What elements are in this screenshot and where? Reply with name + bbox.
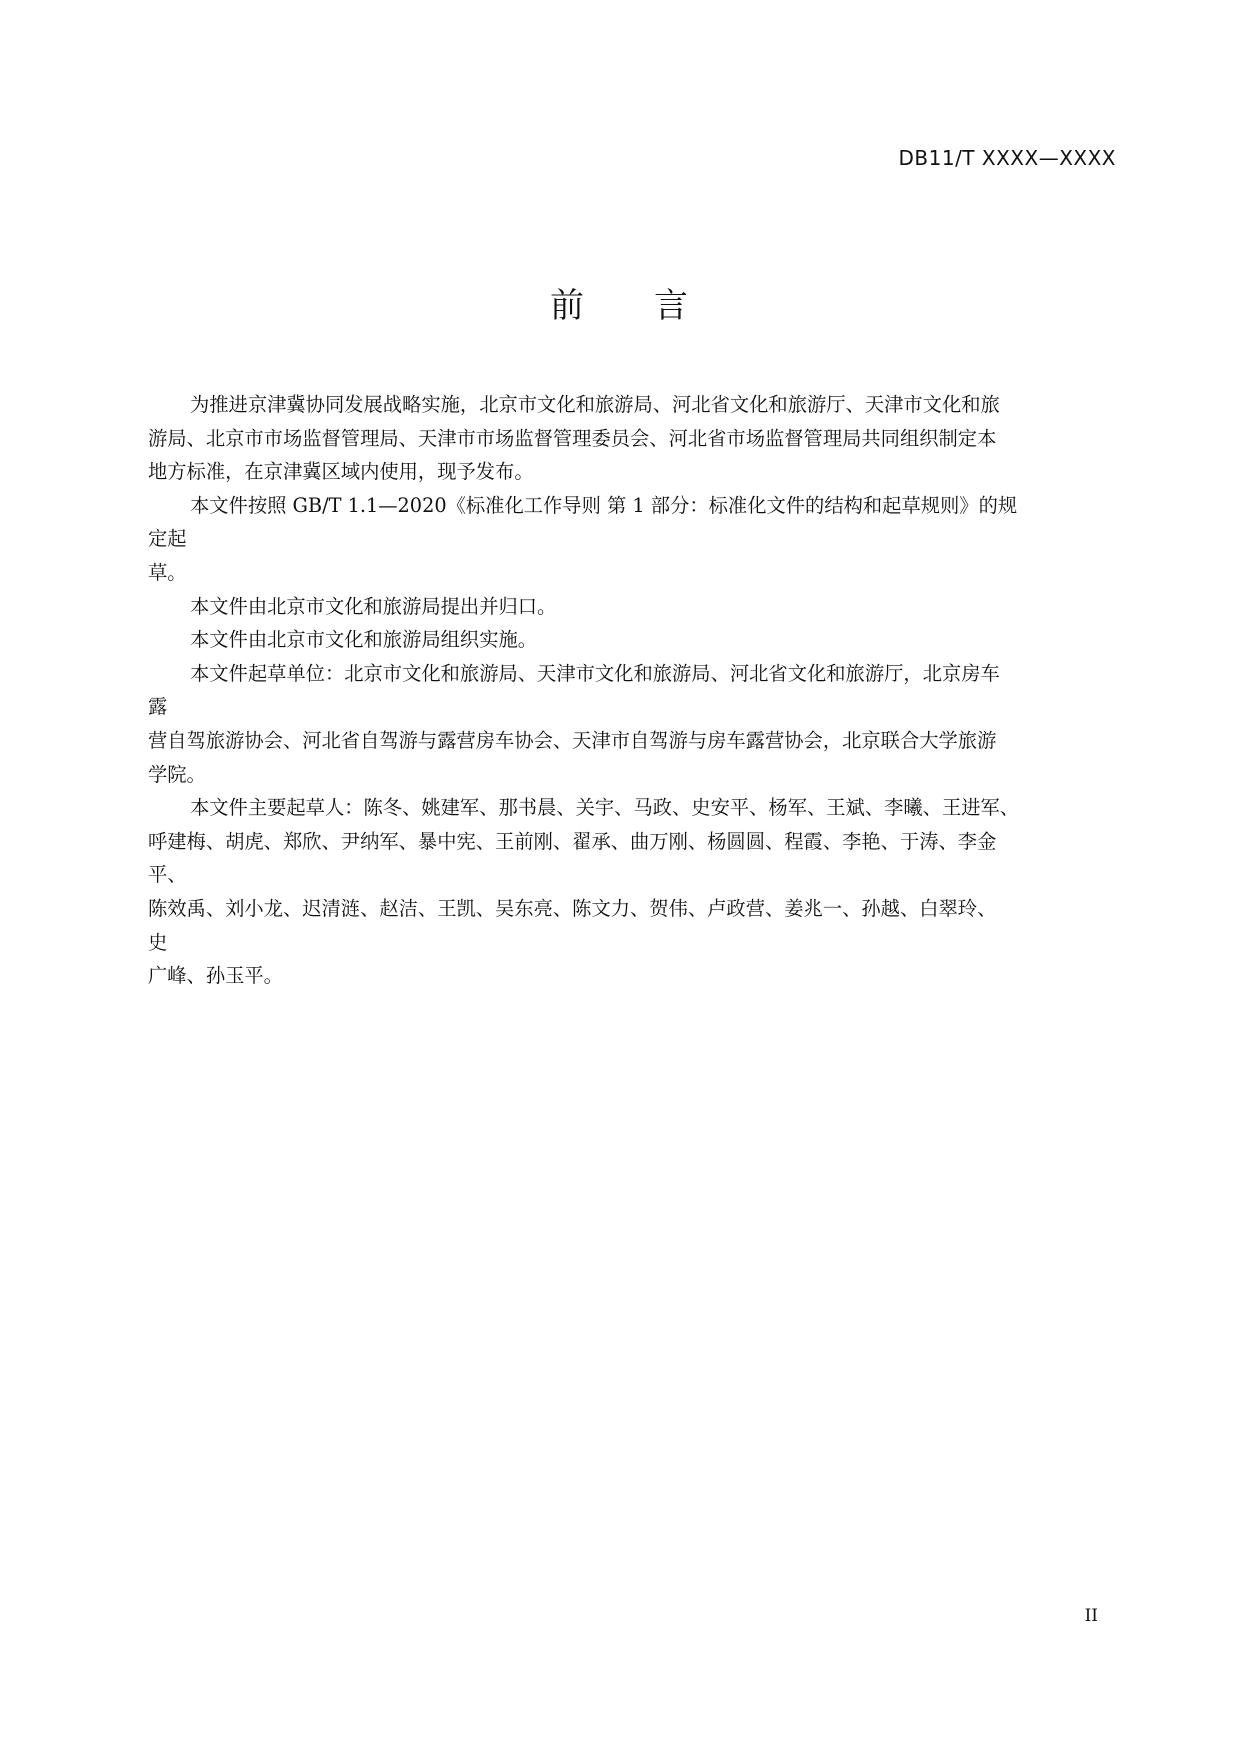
paragraph-line: 游局、北京市市场监督管理局、天津市市场监督管理委员会、河北省市场监督管理局共同组织制定本 (148, 426, 997, 450)
title-char-1: 前 (550, 286, 586, 326)
page-title (0, 278, 1240, 327)
document-code: DB11/T XXXX—XXXX (898, 146, 1116, 170)
paragraph-line: 草。 (148, 560, 187, 584)
paragraph-line: 定起 (148, 527, 187, 551)
paragraph-line: 学院。 (148, 762, 206, 786)
paragraph-line: 营自驾旅游协会、河北省自驾游与露营房车协会、天津市自驾游与房车露营协会，北京联合大学旅游 (148, 728, 997, 752)
page-number: II (1084, 1606, 1098, 1626)
paragraph-line: 广峰、孙玉平。 (148, 964, 283, 988)
foreword-body (148, 388, 1113, 993)
title-char-2: 言 (654, 286, 690, 326)
paragraph-line: 本文件按照 GB/T 1.1—2020《标准化工作导则 第 1 部分：标准化文件的结构和起草规则》的规 (190, 493, 1018, 517)
paragraph-line: 史 (148, 930, 168, 954)
paragraph-line: 平、 (148, 863, 187, 887)
paragraph-line: 呼建梅、胡虎、郑欣、尹纳军、暴中宪、王前刚、翟承、曲万刚、杨圆圆、程霞、李艳、于涛、李金 (148, 829, 997, 853)
paragraph-line: 本文件由北京市文化和旅游局提出并归口。 (190, 594, 557, 618)
paragraph-line: 本文件起草单位：北京市文化和旅游局、天津市文化和旅游局、河北省文化和旅游厅，北京房车 (190, 661, 1000, 685)
paragraph-line: 地方标准，在京津冀区域内使用，现予发布。 (148, 460, 534, 484)
paragraph-line: 陈效禹、刘小龙、迟清涟、赵洁、王凯、吴东亮、陈文力、贺伟、卢政营、姜兆一、孙越、白翠玲、 (148, 896, 997, 920)
paragraph-line: 为推进京津冀协同发展战略实施，北京市文化和旅游局、河北省文化和旅游厅、天津市文化和旅 (190, 393, 1000, 416)
paragraph-line: 本文件主要起草人：陈冬、姚建军、那书晨、关宇、马政、史安平、杨军、王斌、李曦、王进军、 (190, 796, 1020, 820)
paragraph-line: 露 (148, 695, 168, 719)
paragraph-line: 本文件由北京市文化和旅游局组织实施。 (190, 628, 538, 652)
